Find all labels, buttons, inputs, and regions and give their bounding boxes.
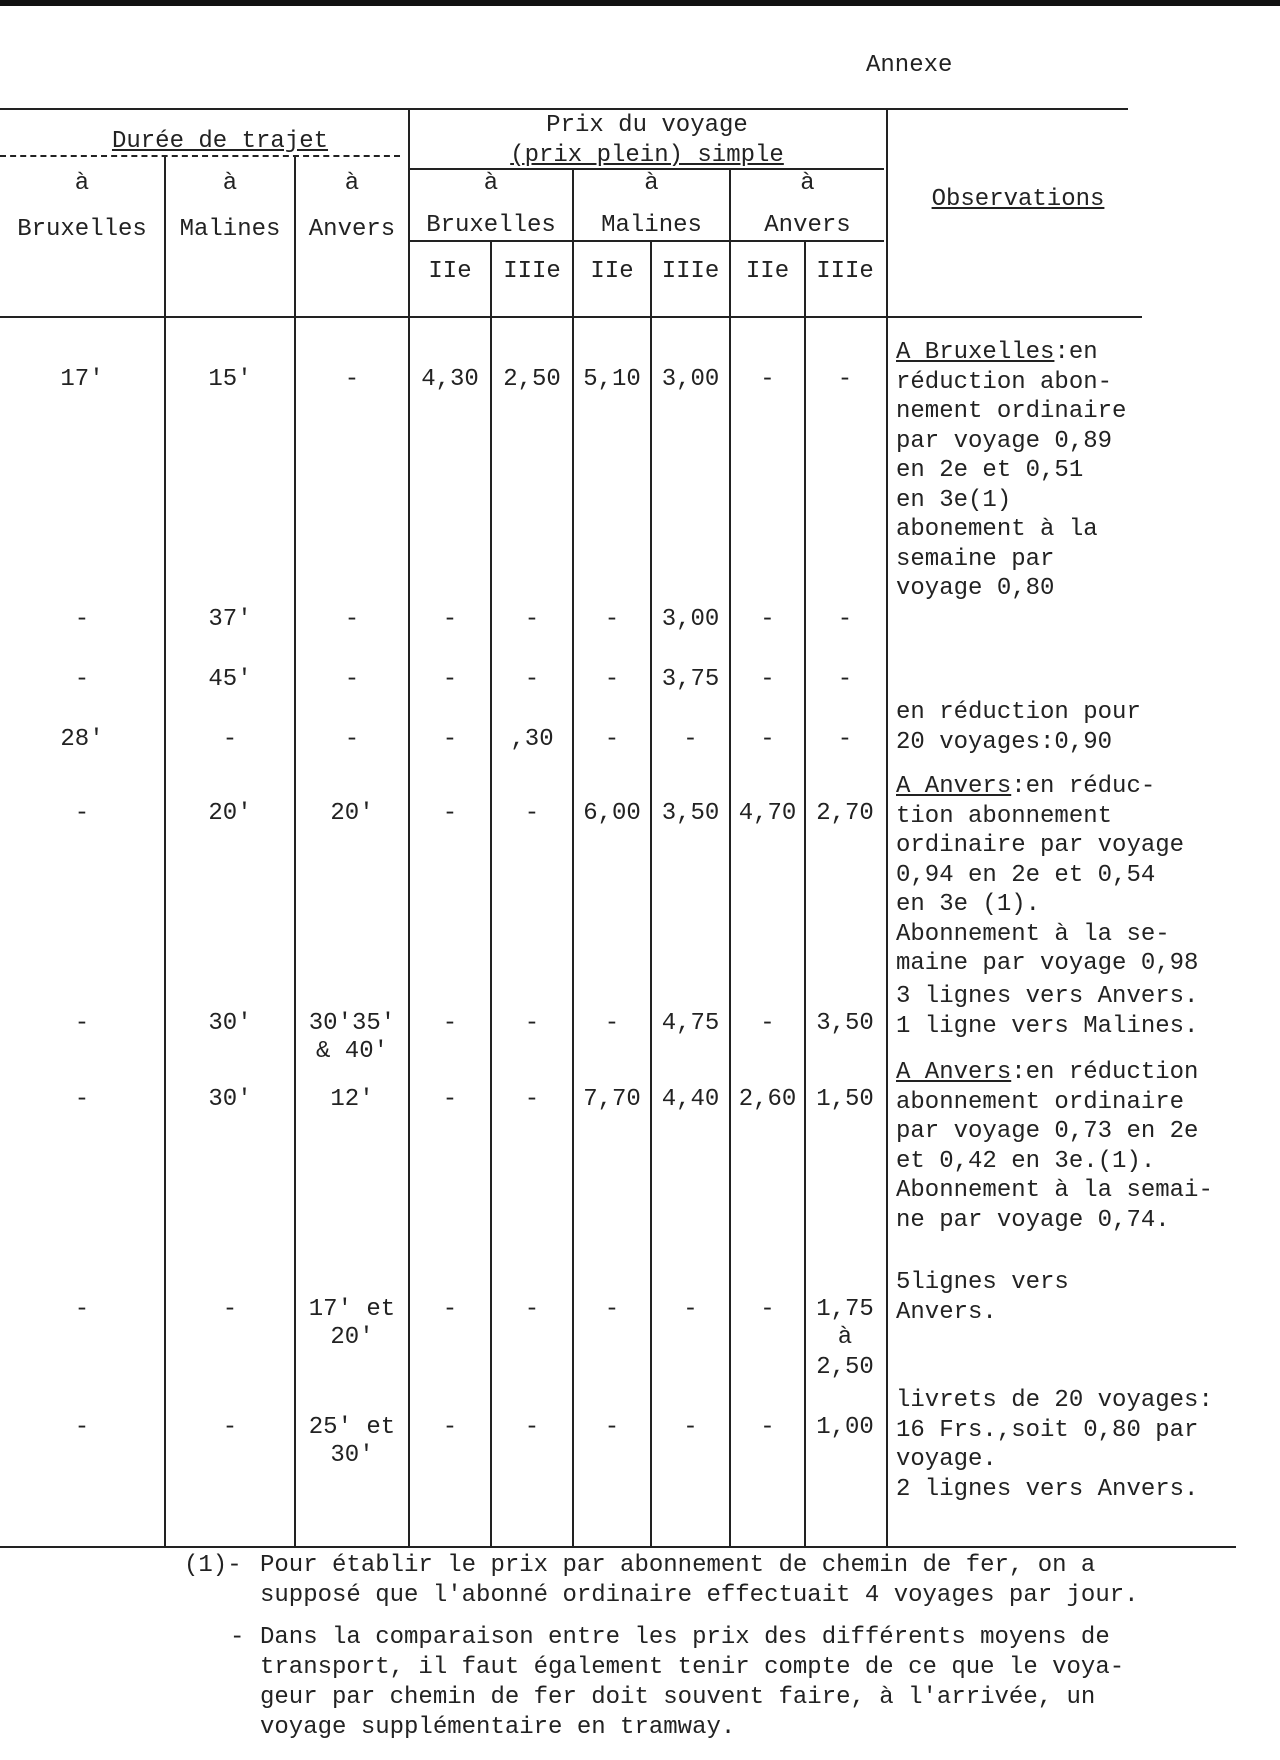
duree-anvers-cell: - — [344, 666, 360, 693]
duree-bruxelles-label: Bruxelles — [17, 216, 147, 243]
observation-city: A Anvers — [896, 1059, 1012, 1086]
prix-malines-2e-cell: - — [604, 1296, 620, 1323]
header-bottom-rule — [0, 316, 1142, 318]
observation-line: Abonnement à la semai- — [896, 1177, 1213, 1204]
observation-line: par voyage 0,89 — [896, 427, 1113, 455]
prix-malines-3e-cell: 4,75 — [661, 1010, 720, 1037]
footnote-1-line-2: supposé que l'abonné ordinaire effectuait 4 voyages par jour. — [260, 1582, 1139, 1609]
prix-anvers-2e-cell: - — [760, 1414, 775, 1441]
observation-line: 20 voyages:0,90 — [896, 728, 1113, 756]
duree-malines-cell: - — [222, 726, 238, 753]
prix-anvers-3e-cell: - — [837, 726, 853, 753]
observation-line: abonement à la — [896, 516, 1098, 543]
prix-bruxelles-label: Bruxelles — [426, 212, 556, 239]
prix-anvers-3e-cell: 1,50 — [816, 1086, 874, 1113]
observation-line: en 2e et 0,51 — [896, 457, 1084, 484]
duree-bruxelles-cell: - — [74, 1086, 90, 1113]
prix-malines-2e-cell: 6,00 — [583, 800, 641, 827]
duree-malines-cell: 30' — [208, 1010, 252, 1037]
observation-city: A Anvers — [896, 773, 1012, 800]
observation-line: abonnement ordinaire — [896, 1088, 1185, 1116]
col-rule-1 — [164, 156, 166, 1546]
observation-line: :en réduction — [1011, 1059, 1199, 1086]
prix-anvers-2e-cell: - — [760, 1296, 775, 1323]
duree-anvers-cell-continued: 20' — [330, 1324, 374, 1351]
prix-a-malines-prep: à — [644, 170, 659, 197]
duree-bruxelles-cell: - — [74, 1296, 90, 1323]
observation-line: voyage. — [896, 1446, 997, 1473]
col-rule-6 — [650, 240, 652, 1546]
prix-bruxelles-2e-cell: - — [442, 1296, 458, 1323]
observation-line: Anvers. — [896, 1298, 997, 1326]
duree-malines-cell: 37' — [208, 606, 252, 633]
footnote-1-marker: (1)- — [184, 1552, 242, 1579]
observation-line: 0,94 en 2e et 0,54 — [896, 861, 1156, 889]
anvers-class2: IIe — [745, 258, 790, 285]
page-top-rule — [0, 0, 1280, 6]
prix-bruxelles-2e-cell: - — [442, 606, 458, 633]
duree-title: Durée de trajet — [111, 128, 329, 155]
prix-anvers-3e-cell: 1,75 — [816, 1296, 874, 1323]
table-bottom-rule — [0, 1546, 1236, 1548]
prix-bruxelles-3e-cell: - — [524, 666, 540, 693]
prix-malines-2e-cell: 5,10 — [583, 366, 641, 393]
observation-line: voyage 0,80 — [896, 575, 1055, 602]
prix-anvers-3e-cell: - — [837, 666, 853, 693]
duree-bruxelles-cell: - — [74, 606, 90, 633]
duree-anvers-cell: - — [344, 726, 360, 753]
duree-bruxelles-cell: - — [74, 1010, 90, 1037]
prix-bruxelles-3e-cell: - — [524, 1086, 540, 1113]
observation-line: livrets de 20 voyages: — [896, 1387, 1213, 1414]
observations-header: Observations — [931, 186, 1105, 213]
prix-anvers-2e-cell: 4,70 — [738, 800, 797, 827]
observation-line: par voyage 0,73 en 2e — [896, 1118, 1199, 1145]
duree-bruxelles-cell: - — [74, 666, 90, 693]
duree-anvers-cell-continued: 30' — [330, 1442, 374, 1469]
prix-anvers-2e-cell: 2,60 — [738, 1086, 797, 1113]
prix-bruxelles-2e-cell: - — [442, 1086, 458, 1113]
prix-bruxelles-3e-cell: ,30 — [510, 726, 554, 753]
observation-line: en réduction pour — [896, 699, 1141, 726]
prix-anvers-3e-cell-continued: 2,50 — [816, 1354, 874, 1381]
observation-line: maine par voyage 0,98 — [896, 950, 1199, 977]
duree-bruxelles-cell: 28' — [60, 726, 104, 753]
prix-malines-2e-cell: - — [604, 1414, 620, 1441]
duree-malines-cell: 45' — [208, 666, 252, 693]
observation-text — [896, 338, 1276, 368]
table-top-rule — [0, 108, 1128, 110]
prix-anvers-3e-cell: 2,70 — [816, 800, 874, 827]
prix-anvers-2e-cell: - — [760, 666, 775, 693]
prix-anvers-2e-cell: - — [760, 1010, 775, 1037]
prix-anvers-3e-cell: - — [837, 366, 853, 393]
col-rule-9 — [886, 108, 888, 1546]
prix-title-line2: (prix plein) simple — [510, 142, 784, 169]
prix-malines-3e-cell: 3,50 — [661, 800, 720, 827]
observation-line: 2 lignes vers Anvers. — [896, 1475, 1199, 1503]
duree-malines-cell: 15' — [208, 366, 252, 393]
observation-line: en 3e (1). — [896, 891, 1041, 918]
duree-bruxelles-cell: - — [74, 800, 90, 827]
prix-bruxelles-3e-cell: - — [524, 606, 540, 633]
observation-line: et 0,42 en 3e.(1). — [896, 1147, 1156, 1175]
duree-anvers-cell-continued: & 40' — [315, 1038, 388, 1065]
destination-rule — [408, 240, 884, 242]
observation-line: nement ordinaire — [896, 398, 1127, 425]
observation-line: 5lignes vers — [896, 1269, 1069, 1296]
prix-malines-3e-cell: 3,00 — [661, 366, 720, 393]
prix-bruxelles-3e-cell: - — [524, 1414, 540, 1441]
prix-malines-3e-cell: - — [683, 1296, 698, 1323]
prix-anvers-3e-cell: 1,00 — [816, 1414, 874, 1441]
prix-a-bruxelles-prep: à — [483, 170, 499, 197]
prix-malines-2e-cell: - — [604, 606, 620, 633]
duree-anvers-cell: 20' — [330, 800, 374, 827]
observation-text — [896, 772, 1276, 802]
prix-title-line1: Prix du voyage — [546, 112, 748, 139]
duree-malines-cell: 30' — [208, 1086, 252, 1113]
prix-bruxelles-2e-cell: - — [442, 1010, 458, 1037]
prix-bruxelles-2e-cell: - — [442, 800, 458, 827]
observation-line: Abonnement à la se- — [896, 920, 1170, 948]
observation-line: 16 Frs.,soit 0,80 par — [896, 1416, 1199, 1444]
bruxelles-class2: IIe — [428, 258, 472, 285]
duree-malines-label: Malines — [179, 216, 281, 243]
observation-line: 3 lignes vers Anvers. — [896, 983, 1199, 1010]
duree-anvers-cell: - — [344, 366, 360, 393]
footnote-2-line-1: Dans la comparaison entre les prix des différents moyens de — [260, 1624, 1110, 1651]
footnote-2-line-2: transport, il faut également tenir compte de ce que le voya- — [260, 1654, 1125, 1681]
prix-malines-3e-cell: 3,75 — [661, 666, 720, 693]
prix-malines-2e-cell: 7,70 — [583, 1086, 641, 1113]
duree-anvers-cell: 25' et — [308, 1414, 396, 1441]
duree-malines-cell: - — [222, 1296, 238, 1323]
duree-anvers-label: Anvers — [308, 216, 396, 243]
prix-bruxelles-2e-cell: - — [442, 666, 458, 693]
prix-bruxelles-3e-cell: 2,50 — [503, 366, 561, 393]
annex-label: Annexe — [866, 52, 953, 79]
prix-malines-2e-cell: - — [604, 726, 620, 753]
prix-malines-label: Malines — [601, 212, 702, 239]
malines-class3: IIIe — [661, 258, 720, 285]
prix-anvers-3e-cell-continued: à — [837, 1324, 853, 1351]
duree-bruxelles-cell: - — [74, 1414, 90, 1441]
bruxelles-class3: IIIe — [503, 258, 561, 285]
prix-anvers-3e-cell: 3,50 — [816, 1010, 874, 1037]
duree-a-bruxelles-prep: à — [74, 170, 90, 197]
observation-text — [896, 1058, 1276, 1088]
prix-anvers-2e-cell: - — [760, 726, 775, 753]
prix-bruxelles-2e-cell: - — [442, 1414, 458, 1441]
prix-anvers-2e-cell: - — [760, 606, 775, 633]
prix-malines-3e-cell: - — [683, 726, 698, 753]
duree-a-malines-prep: à — [222, 170, 238, 197]
footnote-2-line-3: geur par chemin de fer doit souvent faire, à l'arrivée, un — [260, 1684, 1096, 1711]
duree-anvers-cell: 17' et — [308, 1296, 396, 1323]
prix-malines-2e-cell: - — [604, 666, 620, 693]
observation-line: réduction abon- — [896, 368, 1113, 396]
anvers-class3: IIIe — [816, 258, 874, 285]
footnote-2-marker: - — [230, 1624, 245, 1651]
prix-malines-2e-cell: - — [604, 1010, 620, 1037]
observation-line: ne par voyage 0,74. — [896, 1206, 1170, 1234]
prix-malines-3e-cell: - — [683, 1414, 698, 1441]
observation-line: en 3e(1) — [896, 486, 1012, 514]
prix-malines-3e-cell: 4,40 — [661, 1086, 720, 1113]
observation-line: tion abonnement — [896, 802, 1113, 830]
prix-a-anvers-prep: à — [800, 170, 815, 197]
observation-line: :en — [1054, 339, 1098, 366]
prix-bruxelles-2e-cell: - — [442, 726, 458, 753]
malines-class2: IIe — [590, 258, 634, 285]
duree-bruxelles-cell: 17' — [60, 366, 104, 393]
prix-anvers-label: Anvers — [764, 212, 851, 239]
duree-anvers-cell: 30'35' — [308, 1010, 396, 1037]
footnote-1-line-1: Pour établir le prix par abonnement de chemin de fer, on a — [260, 1552, 1096, 1579]
duree-malines-cell: 20' — [208, 800, 252, 827]
observation-city: A Bruxelles — [896, 339, 1055, 366]
col-rule-4 — [490, 240, 492, 1546]
prix-bruxelles-2e-cell: 4,30 — [421, 366, 479, 393]
duree-anvers-cell: 12' — [330, 1086, 374, 1113]
observation-line: ordinaire par voyage — [896, 832, 1185, 859]
observation-line: :en réduc- — [1011, 773, 1156, 800]
prix-bruxelles-3e-cell: - — [524, 1296, 540, 1323]
prix-anvers-2e-cell: - — [760, 366, 775, 393]
observation-line: semaine par — [896, 545, 1055, 573]
observation-line: 1 ligne vers Malines. — [896, 1012, 1199, 1040]
duree-anvers-cell: - — [344, 606, 360, 633]
footnote-2-line-4: voyage supplémentaire en tramway. — [260, 1714, 736, 1741]
prix-bruxelles-3e-cell: - — [524, 1010, 540, 1037]
duree-a-anvers-prep: à — [344, 170, 360, 197]
duree-malines-cell: - — [222, 1414, 238, 1441]
prix-anvers-3e-cell: - — [837, 606, 853, 633]
prix-bruxelles-3e-cell: - — [524, 800, 540, 827]
prix-malines-3e-cell: 3,00 — [661, 606, 720, 633]
